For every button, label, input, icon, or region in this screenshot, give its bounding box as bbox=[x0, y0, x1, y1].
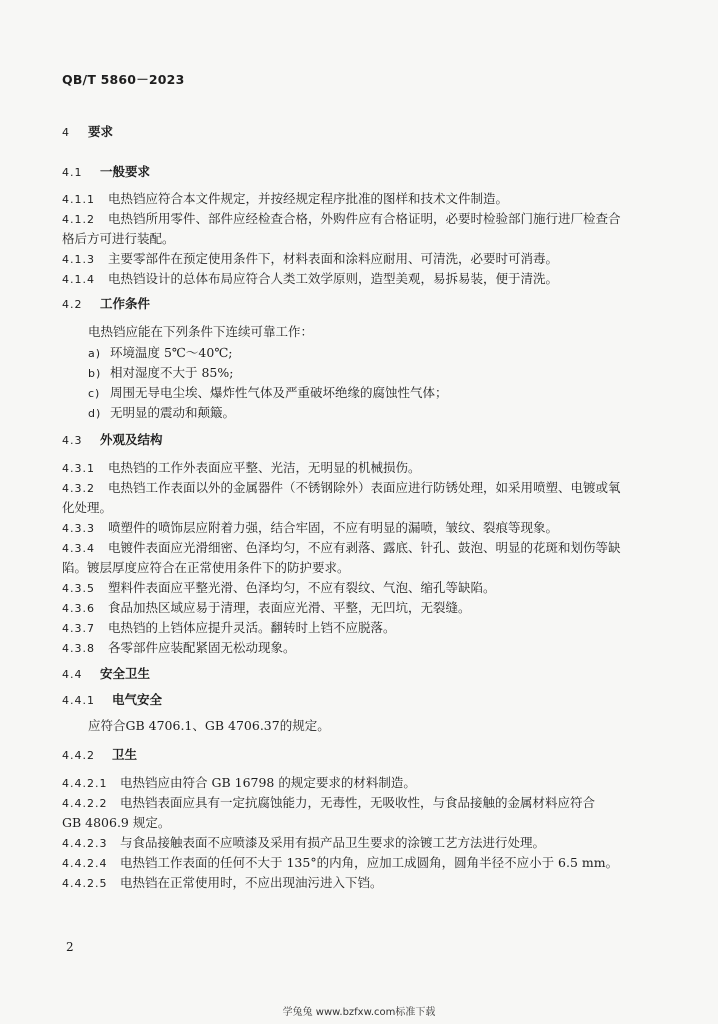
clause-text: 喷塑件的喷饰层应附着力强，结合牢固，不应有明显的漏喷，皱纹、裂痕等现象。 bbox=[108, 520, 559, 535]
section-number: 4.2 bbox=[62, 298, 83, 311]
clause-number: 4.3.8 bbox=[62, 642, 95, 655]
clause-text: 与食品接触表面不应喷漆及采用有损产品卫生要求的涂镀工艺方法进行处理。 bbox=[120, 835, 546, 850]
condition-text: 相对湿度不大于 85%; bbox=[110, 365, 234, 380]
section-title: 一般要求 bbox=[99, 164, 150, 179]
clause-4-3-5 bbox=[62, 578, 662, 599]
clause-text: 塑料件表面应平整光滑、色泽均匀，不应有裂纹、气泡、缩孔等缺陷。 bbox=[108, 580, 496, 595]
clause-text: 电热铛在正常使用时，不应出现油污进入下铛。 bbox=[120, 875, 383, 890]
condition-label: d) bbox=[88, 407, 102, 420]
clause-text: 电镀件表面应光滑细密、色泽均匀，不应有剥落、露底、针孔、鼓泡、明显的花斑和划伤等缺 bbox=[108, 540, 621, 555]
clause-4-1-1 bbox=[62, 189, 662, 210]
condition-label: a) bbox=[88, 347, 102, 360]
section-4-1-heading bbox=[62, 162, 662, 183]
condition-text: 环境温度 5℃～40℃; bbox=[110, 345, 233, 360]
clause-4-3-4 bbox=[62, 538, 662, 559]
clause-number: 4.3.4 bbox=[62, 542, 95, 555]
condition-d bbox=[88, 403, 688, 424]
clause-4-3-6 bbox=[62, 598, 662, 619]
clause-number: 4.4.2.1 bbox=[62, 777, 108, 790]
clause-4-4-2-1 bbox=[62, 773, 662, 794]
clause-text: 食品加热区域应易于清理，表面应光滑、平整，无凹坑，无裂缝。 bbox=[108, 600, 471, 615]
condition-a bbox=[88, 343, 688, 364]
clause-4-4-2-4 bbox=[62, 853, 662, 874]
clause-text: 电热铛所用零件、部件应经检查合格，外购件应有合格证明，必要时检验部门施行进厂检查合 bbox=[108, 211, 621, 226]
section-title: 工作条件 bbox=[99, 296, 150, 311]
section-4-2-heading bbox=[62, 294, 662, 315]
clause-4-3-2 bbox=[62, 478, 662, 499]
clause-number: 4.3.5 bbox=[62, 582, 95, 595]
condition-b bbox=[88, 363, 688, 384]
clause-number: 4.1.3 bbox=[62, 253, 95, 266]
clause-4-3-1 bbox=[62, 458, 662, 479]
clause-text: 电热铛应由符合 GB 16798 的规定要求的材料制造。 bbox=[120, 775, 416, 790]
clause-number: 4.4.2.2 bbox=[62, 797, 108, 810]
clause-text: 电热铛设计的总体布局应符合人类工效学原则，造型美观，易拆易装，便于清洗。 bbox=[108, 271, 559, 286]
clause-text: 电热铛的上铛体应提升灵活。翻转时上铛不应脱落。 bbox=[108, 620, 396, 635]
section-title: 卫生 bbox=[111, 747, 137, 762]
section-4-4-2-heading bbox=[62, 745, 662, 766]
clause-number: 4.3.7 bbox=[62, 622, 95, 635]
clause-number: 4.3.2 bbox=[62, 482, 95, 495]
clause-text: 电热铛表面应具有一定抗腐蚀能力，无毒性，无吸收性，与食品接触的金属材料应符合 bbox=[120, 795, 596, 810]
clause-number: 4.1.1 bbox=[62, 193, 95, 206]
section-number: 4.4 bbox=[62, 668, 83, 681]
electrical-safety-text: 应符合GB 4706.1、GB 4706.37的规定。 bbox=[88, 718, 330, 733]
clause-text: 主要零部件在预定使用条件下，材料表面和涂料应耐用、可清洗，必要时可消毒。 bbox=[108, 251, 559, 266]
clause-text: 电热铛工作表面以外的金属器件（不锈钢除外）表面应进行防锈处理，如采用喷塑、电镀或氧 bbox=[108, 480, 621, 495]
clause-text: 电热铛工作表面的任何不大于 135°的内角，应加工成圆角，圆角半径不应小于 6.5 mm。 bbox=[120, 855, 619, 870]
clause-number: 4.3.6 bbox=[62, 602, 95, 615]
condition-text: 周围无导电尘埃、爆炸性气体及严重破坏绝缘的腐蚀性气体； bbox=[110, 385, 448, 400]
page-number: 2 bbox=[66, 940, 74, 954]
clause-4-3-2-continued: 化处理。 bbox=[62, 500, 113, 515]
clause-4-1-4 bbox=[62, 269, 662, 290]
section-4-heading bbox=[62, 122, 662, 143]
section-4-4-heading bbox=[62, 664, 662, 685]
section-title: 电气安全 bbox=[111, 692, 162, 707]
clause-number: 4.3.3 bbox=[62, 522, 95, 535]
clause-text: 各零部件应装配紧固无松动现象。 bbox=[108, 640, 296, 655]
clause-4-4-2-2 bbox=[62, 793, 662, 814]
clause-4-4-2-5 bbox=[62, 873, 662, 894]
section-number: 4.4.1 bbox=[62, 694, 95, 707]
footer-watermark[interactable]: 学兔兔 www.bzfxw.com标准下载 bbox=[282, 1007, 436, 1018]
clause-text: 电热铛的工作外表面应平整、光洁，无明显的机械损伤。 bbox=[108, 460, 421, 475]
working-conditions-intro: 电热铛应能在下列条件下连续可靠工作： bbox=[88, 324, 314, 339]
clause-number: 4.4.2.5 bbox=[62, 877, 108, 890]
clause-4-3-3 bbox=[62, 518, 662, 539]
clause-text: 电热铛应符合本文件规定，并按经规定程序批准的图样和技术文件制造。 bbox=[108, 191, 509, 206]
section-4-4-1-heading bbox=[62, 690, 662, 711]
section-number: 4.3 bbox=[62, 434, 83, 447]
condition-label: b) bbox=[88, 367, 102, 380]
clause-4-3-7 bbox=[62, 618, 662, 639]
condition-label: c) bbox=[88, 387, 101, 400]
clause-4-1-2 bbox=[62, 209, 662, 230]
clause-number: 4.1.2 bbox=[62, 213, 95, 226]
clause-number: 4.1.4 bbox=[62, 273, 95, 286]
clause-4-4-2-3 bbox=[62, 833, 662, 854]
clause-4-1-2-continued: 格后方可进行装配。 bbox=[62, 231, 175, 246]
clause-4-4-2-2-continued: GB 4806.9 规定。 bbox=[62, 815, 171, 830]
clause-4-3-4-continued: 陷。镀层厚度应符合在正常使用条件下的防护要求。 bbox=[62, 560, 350, 575]
condition-text: 无明显的震动和颠簸。 bbox=[110, 405, 236, 420]
section-number: 4 bbox=[62, 126, 70, 139]
section-number: 4.4.2 bbox=[62, 749, 95, 762]
clause-4-3-8 bbox=[62, 638, 662, 659]
section-title: 外观及结构 bbox=[99, 432, 163, 447]
clause-number: 4.4.2.3 bbox=[62, 837, 108, 850]
section-number: 4.1 bbox=[62, 166, 83, 179]
condition-c bbox=[88, 383, 688, 404]
clause-number: 4.3.1 bbox=[62, 462, 95, 475]
section-title: 要求 bbox=[87, 124, 113, 139]
clause-4-1-3 bbox=[62, 249, 662, 270]
section-title: 安全卫生 bbox=[99, 666, 150, 681]
standard-code-header: QB/T 5860－2023 bbox=[62, 72, 185, 87]
section-4-3-heading bbox=[62, 430, 662, 451]
clause-number: 4.4.2.4 bbox=[62, 857, 108, 870]
